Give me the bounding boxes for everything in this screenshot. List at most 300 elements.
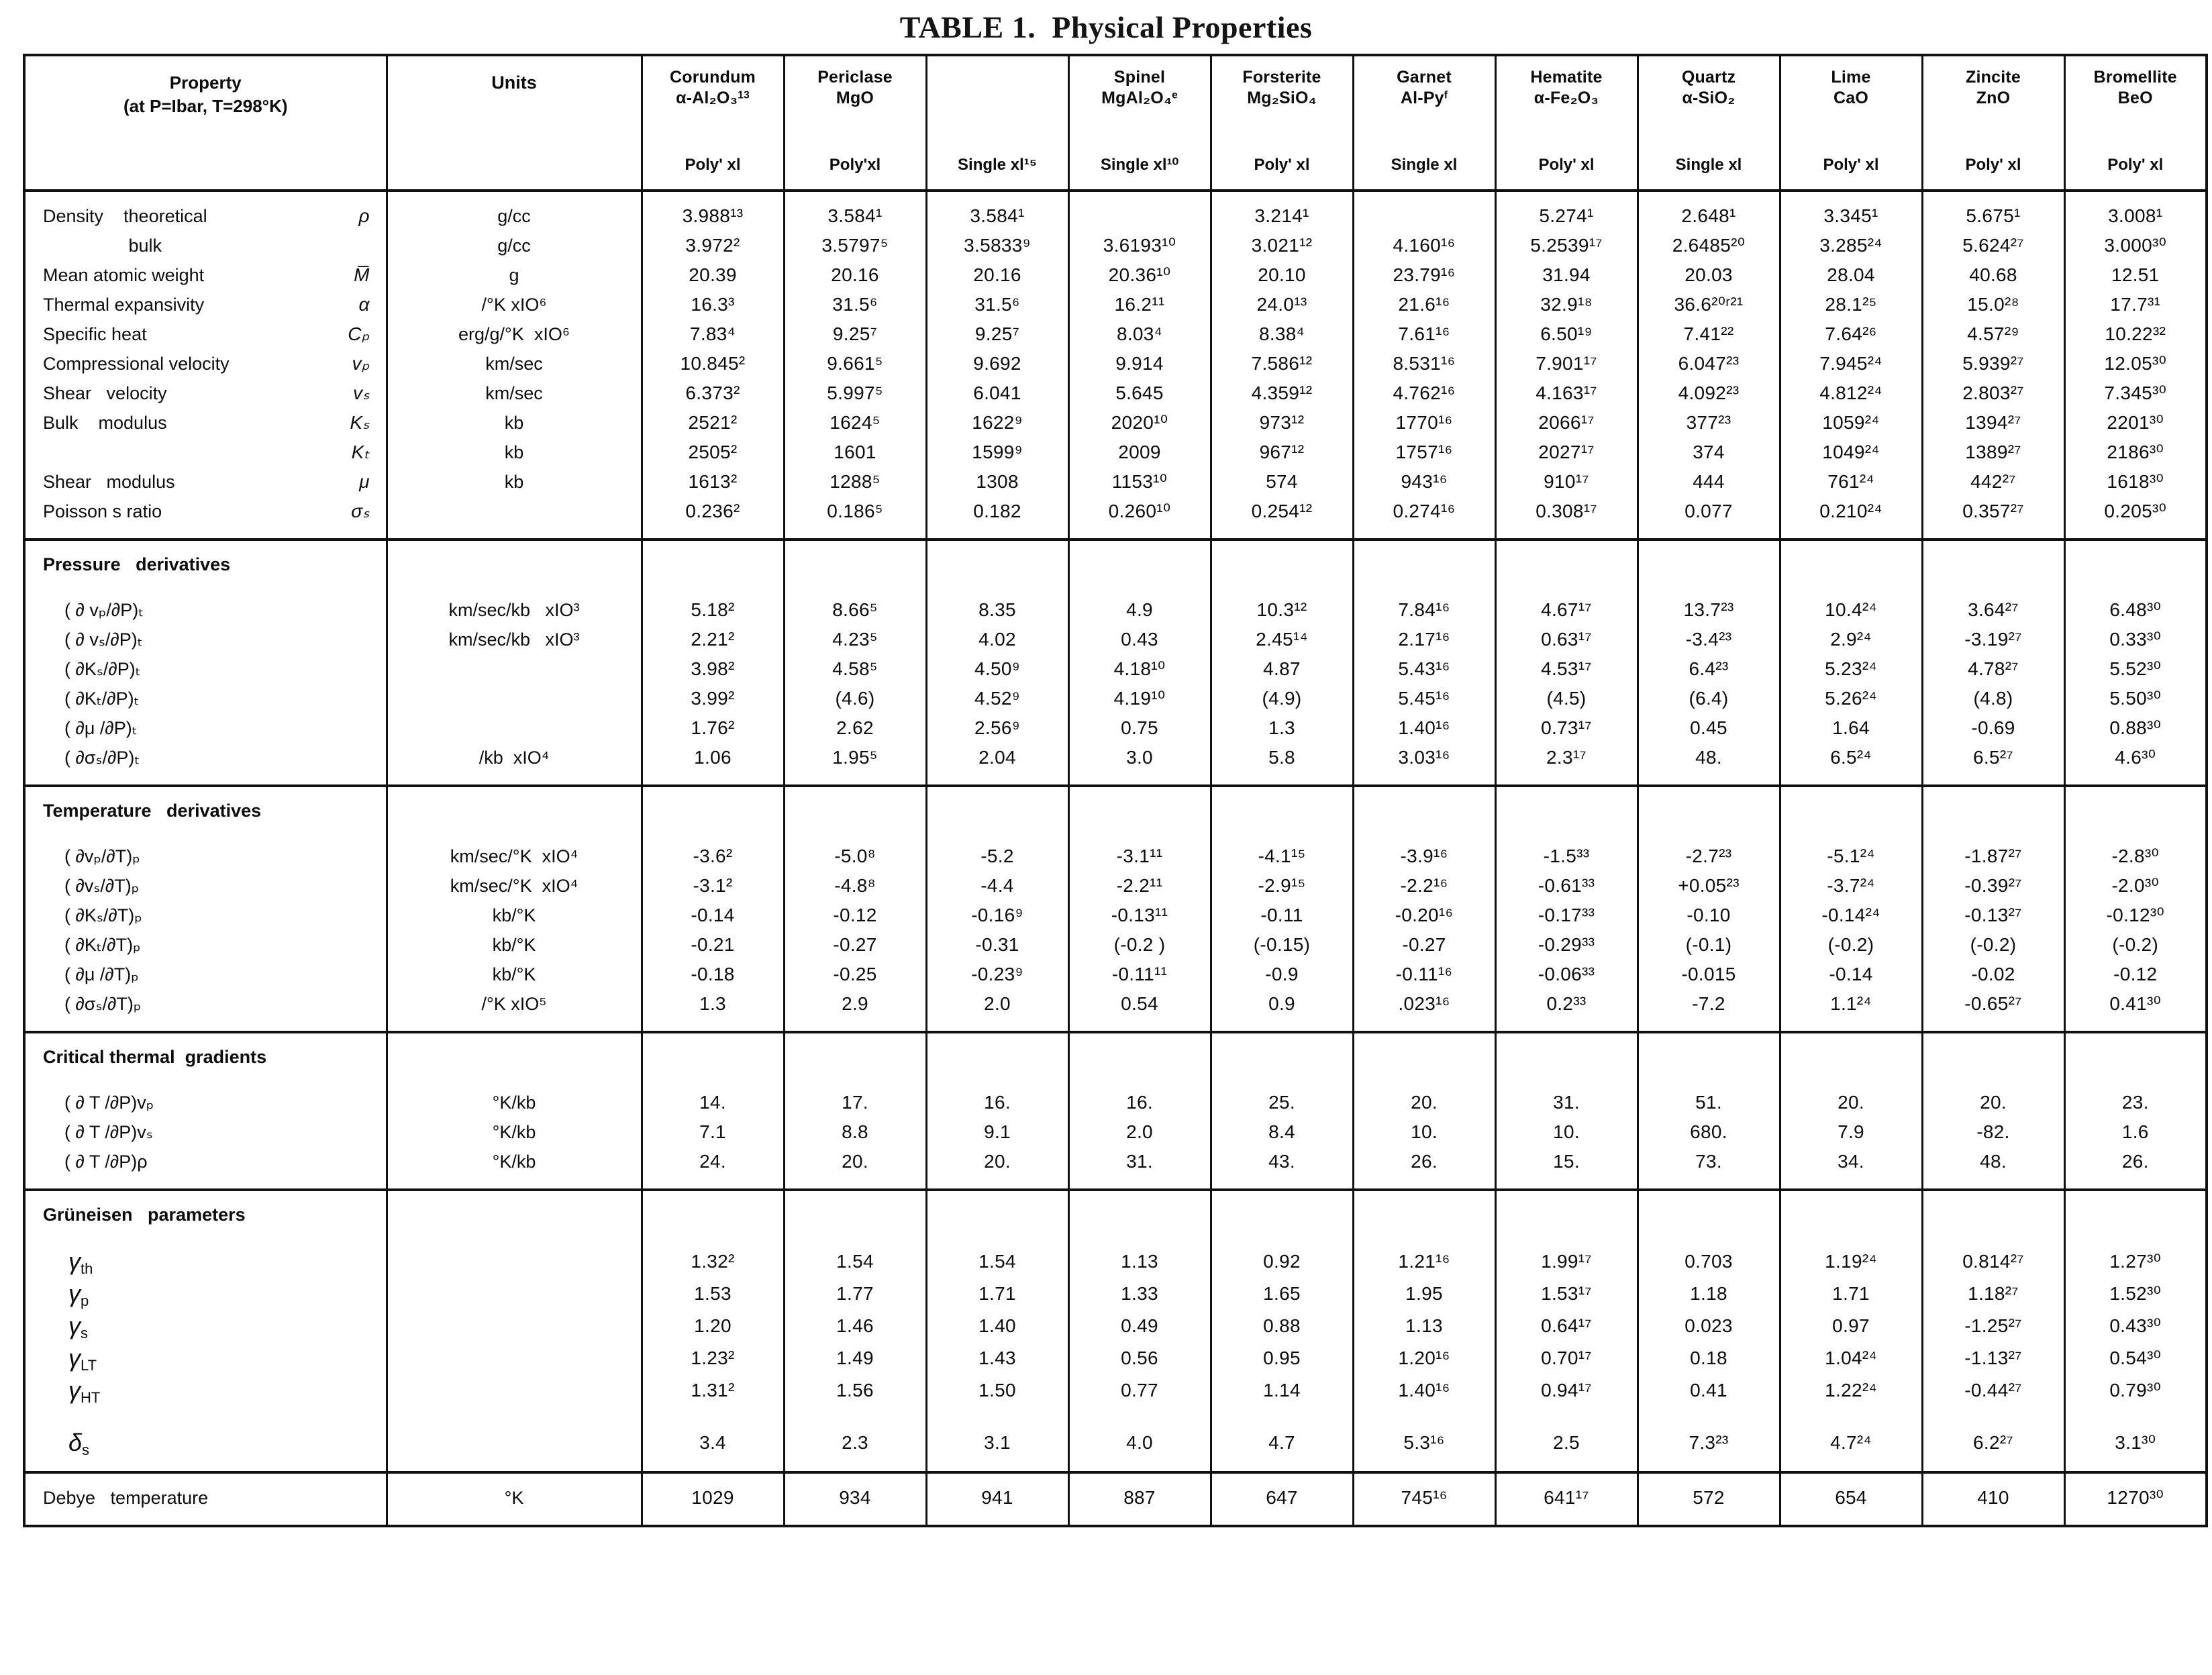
data-value: 26.	[1411, 1151, 1438, 1172]
data-value: 7.586¹²	[1251, 353, 1313, 374]
data-value: 1.54	[836, 1251, 874, 1272]
data-cell-column-1	[642, 1472, 784, 1526]
data-value: 20.16	[973, 264, 1021, 285]
mineral-formula: Mg₂SiO₄	[1247, 88, 1317, 107]
data-value: -0.14	[691, 905, 735, 925]
data-value: 3.1³⁰	[2115, 1432, 2156, 1453]
data-value: 3.1	[984, 1432, 1011, 1453]
data-value: 574	[1266, 471, 1298, 492]
data-value: -3.6²	[693, 846, 733, 866]
data-value: -0.10	[1687, 905, 1731, 925]
data-cell-column-11	[2064, 1190, 2207, 1472]
property-labels-cell	[24, 191, 387, 540]
unit-label: °K/kb	[492, 1093, 536, 1113]
data-value: 36.6²⁰ʳ²¹	[1674, 294, 1744, 315]
data-value: 32.9¹⁸	[1540, 294, 1593, 315]
section-temperature-derivatives	[24, 786, 2207, 1032]
property-label	[26, 438, 386, 467]
data-value: 9.25⁷	[974, 323, 1020, 344]
mineral-formula: α-Al₂O₃$^{13}$	[676, 88, 750, 107]
data-cell-column-6	[1353, 191, 1495, 540]
data-value: 1.46	[836, 1315, 874, 1336]
data-value: 8.531¹⁶	[1393, 353, 1456, 374]
data-value: 31.5⁶	[832, 294, 878, 315]
data-value: 20.10	[1258, 264, 1306, 285]
data-value: -0.11	[1260, 905, 1303, 925]
data-value: 0.56	[1121, 1348, 1158, 1368]
property-symbol: Cₚ	[348, 323, 370, 344]
data-value: -4.4	[981, 875, 1014, 896]
title-bar	[23, 0, 2189, 54]
mineral-sample-type: Poly' xl	[1538, 156, 1595, 174]
unit-label	[388, 654, 641, 684]
data-value: 3.03¹⁶	[1398, 747, 1450, 768]
data-value: 1618³⁰	[2107, 471, 2164, 492]
data-value: 6.5²⁴	[1830, 747, 1872, 768]
data-value: 8.35	[978, 599, 1016, 620]
data-cell-column-7	[1495, 786, 1638, 1032]
property-label: bulk	[43, 236, 162, 256]
data-value: 0.357²⁷	[1962, 501, 2024, 521]
property-label: Compressional velocity vₚ	[26, 349, 386, 378]
data-cell-column-4	[1068, 1472, 1211, 1526]
data-value: (4.6)	[835, 688, 875, 709]
data-value: 4.87	[1263, 658, 1301, 679]
header-mineral-bromellite	[2064, 55, 2207, 191]
data-value: 1.99¹⁷	[1541, 1251, 1592, 1272]
data-value: 0.205³⁰	[2104, 501, 2167, 521]
data-value: 2.9	[842, 993, 868, 1014]
data-value: 0.49	[1121, 1315, 1158, 1336]
data-value: 26.	[2121, 1151, 2149, 1172]
data-cell-column-2	[784, 1190, 926, 1472]
data-value: -5.0⁸	[834, 846, 876, 866]
unit-label	[388, 1342, 641, 1374]
data-value: -0.61³³	[1538, 875, 1595, 896]
physical-properties-table	[23, 54, 2208, 1527]
data-cell-column-8	[1638, 1472, 1780, 1526]
data-value: 377²³	[1686, 412, 1731, 433]
unit-label: km/sec/°K xIO⁴	[450, 846, 579, 866]
data-value: 2027¹⁷	[1538, 442, 1595, 462]
data-cell-column-11	[2064, 1472, 2207, 1526]
data-value: 4.78²⁷	[1968, 658, 2019, 679]
property-label: ( ∂σₛ/∂P)ₜ	[64, 748, 140, 768]
section-title: Critical thermal gradients	[43, 1047, 267, 1067]
data-value: 13.7²³	[1683, 599, 1734, 620]
data-value: 1.23²	[691, 1348, 735, 1368]
data-value: -0.06³³	[1538, 964, 1595, 984]
data-value: 6.047²³	[1678, 353, 1740, 374]
data-cell-column-2	[784, 1032, 926, 1190]
data-cell-column-9	[1780, 540, 1922, 786]
mineral-name: Garnet	[1397, 68, 1452, 87]
page-title: TABLE 1. Physical Properties	[899, 9, 1313, 44]
data-value: 1153¹⁰	[1111, 471, 1168, 492]
data-value: 0.88³⁰	[2109, 717, 2162, 738]
section-title: Pressure derivatives	[43, 554, 231, 574]
data-value: 0.73¹⁷	[1541, 717, 1592, 738]
section-pressure-derivatives	[24, 540, 2207, 786]
unit-label: kb	[504, 413, 524, 433]
header-units-cell	[387, 55, 642, 191]
unit-label: °K	[504, 1488, 524, 1508]
unit-label: °K/kb	[492, 1152, 536, 1172]
data-value: 9.914	[1115, 353, 1164, 374]
unit-label: km/sec/kb xIO³	[448, 600, 580, 620]
data-cell-column-7	[1495, 191, 1638, 540]
data-value: -0.16⁹	[971, 905, 1023, 925]
unit-label: km/sec	[485, 354, 543, 374]
data-value: 410	[1977, 1487, 2009, 1508]
data-value: 3.000³⁰	[2104, 235, 2167, 256]
unit-label: kb/°K	[492, 935, 536, 955]
data-cell-column-4	[1068, 786, 1211, 1032]
data-cell-column-1	[642, 191, 784, 540]
data-value: 0.64¹⁷	[1541, 1315, 1592, 1336]
unit-label: km/sec/°K xIO⁴	[450, 876, 579, 896]
property-label: Debye temperature	[43, 1488, 209, 1508]
data-value: -3.7²⁴	[1827, 875, 1875, 896]
data-value: -3.19²⁷	[1964, 629, 2022, 650]
data-value: 43.	[1268, 1151, 1295, 1172]
data-value: 2.6485²⁰	[1672, 235, 1746, 256]
unit-label: erg/g/°K xIO⁶	[458, 324, 570, 344]
header-property-line2: (at P=Ibar, T=298°K)	[123, 96, 288, 117]
header-property-line1: Property	[169, 72, 242, 93]
data-value: 1.3	[1268, 717, 1295, 738]
data-cell-column-1	[642, 1190, 784, 1472]
data-value: 0.186⁵	[827, 501, 883, 521]
data-value: 5.52³⁰	[2109, 658, 2162, 679]
unit-label: kb	[504, 442, 524, 462]
data-value: 20.03	[1685, 264, 1733, 285]
mineral-sample-type: Poly' xl	[2107, 156, 2164, 174]
data-value: -3.9¹⁶	[1400, 846, 1448, 866]
data-value: 6.50¹⁹	[1540, 323, 1593, 344]
data-value: 0.70¹⁷	[1541, 1348, 1592, 1368]
property-label: Bulk modulus Kₛ	[26, 408, 386, 438]
data-value: -0.21	[691, 934, 735, 955]
property-label: ( ∂vₛ/∂T)ₚ	[64, 876, 140, 896]
mineral-sample-type: Poly' xl	[1254, 156, 1310, 174]
data-value: 7.41²²	[1683, 323, 1734, 344]
data-value: 4.160¹⁶	[1393, 235, 1456, 256]
mineral-name	[927, 67, 1068, 88]
data-value: 0.94¹⁷	[1541, 1380, 1592, 1401]
data-value: 1.54	[978, 1251, 1016, 1272]
data-value: -2.0³⁰	[2111, 875, 2160, 896]
data-value: 1.71	[1832, 1283, 1870, 1304]
data-cell-column-2	[784, 540, 926, 786]
mineral-formula: CaO	[1833, 88, 1868, 107]
data-value: 3.584¹	[970, 205, 1025, 226]
data-value: -0.14²⁴	[1821, 905, 1880, 925]
data-value: 3.972²	[685, 235, 740, 256]
data-cell-column-10	[1922, 191, 2064, 540]
data-value: 12.05³⁰	[2104, 353, 2167, 374]
data-value: 10.	[1553, 1121, 1580, 1142]
data-value: 910¹⁷	[1544, 471, 1589, 492]
data-value: 3.64²⁷	[1968, 599, 2019, 620]
data-value: 3.285²⁴	[1819, 235, 1882, 256]
data-value: 442²⁷	[1970, 471, 2016, 492]
property-label: ( ∂ vₛ/∂P)ₜ	[64, 629, 143, 650]
property-label: $\gamma_p$	[68, 1280, 89, 1310]
data-value: 2186³⁰	[2107, 442, 2164, 462]
unit-label: kb/°K	[492, 905, 536, 925]
data-value: 2.9²⁴	[1830, 629, 1872, 650]
property-label: $\delta_s$	[68, 1429, 90, 1459]
data-value: 2.803²⁷	[1962, 383, 2024, 403]
data-value: 9.661⁵	[827, 353, 883, 374]
data-value: 4.23⁵	[832, 629, 878, 650]
data-value: 1.52³⁰	[2109, 1283, 2162, 1304]
data-value: 23.79¹⁶	[1393, 264, 1456, 285]
property-symbol: M̅	[354, 264, 370, 285]
data-value: 6.373²	[685, 383, 740, 403]
data-cell-column-3	[926, 1190, 1068, 1472]
data-value: 1.20¹⁶	[1398, 1348, 1450, 1368]
data-value: 4.58⁵	[832, 658, 878, 679]
data-cell-column-3	[926, 786, 1068, 1032]
data-value: -0.11¹⁶	[1395, 964, 1453, 984]
data-cell-column-11	[2064, 191, 2207, 540]
data-value: -0.69	[1971, 717, 2015, 738]
data-cell-column-3	[926, 1472, 1068, 1526]
mineral-sample-type: Poly' xl	[1823, 156, 1879, 174]
data-value: 1029	[691, 1487, 734, 1508]
data-cell-column-10	[1922, 1190, 2064, 1472]
data-value: 1.04²⁴	[1825, 1348, 1877, 1368]
mineral-formula: α-Fe₂O₃	[1534, 88, 1599, 107]
mineral-formula: MgAl₂O₄$^e$	[1101, 88, 1178, 107]
data-value: 23.	[2121, 1092, 2149, 1113]
header-units-label: Units	[491, 72, 537, 93]
data-value: -2.7²³	[1685, 846, 1732, 866]
units-cell	[387, 1472, 642, 1526]
data-value: 16.2¹¹	[1114, 294, 1165, 315]
data-value: 2066¹⁷	[1538, 412, 1595, 433]
data-value: 1.13	[1121, 1251, 1158, 1272]
property-labels-cell	[24, 1032, 387, 1190]
data-value: (4.9)	[1262, 688, 1302, 709]
data-value: 5.3¹⁶	[1403, 1432, 1445, 1453]
data-cell-column-5	[1211, 540, 1353, 786]
data-value: -0.39²⁷	[1964, 875, 2022, 896]
table-header-row	[24, 55, 2207, 191]
data-value: 48.	[1980, 1151, 2007, 1172]
section-critical-thermal-gradients	[24, 1032, 2207, 1190]
data-value: 572	[1693, 1487, 1725, 1508]
data-value: 12.51	[2111, 264, 2160, 285]
data-value: -0.20¹⁶	[1395, 905, 1454, 925]
data-value	[1070, 201, 1210, 231]
data-value: (6.4)	[1689, 688, 1729, 709]
property-label: Thermal expansivity α	[26, 290, 386, 319]
data-value: -2.8³⁰	[2111, 846, 2160, 866]
data-cell-column-7	[1495, 540, 1638, 786]
data-value: -1.87²⁷	[1964, 846, 2022, 866]
data-value: 1.1²⁴	[1830, 993, 1872, 1014]
section-basic-properties	[24, 191, 2207, 540]
data-value: 0.97	[1832, 1315, 1870, 1336]
data-value: 0.9	[1268, 993, 1295, 1014]
property-label: Shear velocity vₛ	[26, 378, 386, 408]
data-value: (-0.15)	[1253, 934, 1311, 955]
data-value: (-0.2)	[1827, 934, 1874, 955]
data-value: 0.54	[1121, 993, 1158, 1014]
data-value: 1624⁵	[830, 412, 881, 433]
data-value: 1270³⁰	[2107, 1487, 2164, 1508]
data-value: -3.4²³	[1685, 629, 1732, 650]
mineral-name: Hematite	[1530, 68, 1603, 87]
data-cell-column-6	[1353, 540, 1495, 786]
data-value: 2009	[1118, 442, 1161, 462]
data-value: 647	[1266, 1487, 1298, 1508]
property-label: Shear modulus μ	[26, 467, 386, 497]
property-label: ( ∂vₚ/∂T)ₚ	[64, 846, 140, 866]
mineral-name: Periclase	[817, 68, 893, 87]
data-value: -0.29³³	[1538, 934, 1595, 955]
data-value: 3.98²	[691, 658, 735, 679]
data-value: 8.66⁵	[832, 599, 878, 620]
data-value: 28.04	[1827, 264, 1875, 285]
data-value: 48.	[1695, 747, 1722, 768]
data-value: 3.6193¹⁰	[1103, 235, 1176, 256]
data-value: 10.845²	[680, 353, 746, 374]
data-value: 10.	[1411, 1121, 1438, 1142]
data-value: 9.1	[984, 1121, 1011, 1142]
data-value: -4.1¹⁵	[1258, 846, 1306, 866]
data-value: 5.23²⁴	[1825, 658, 1877, 679]
data-value: (4.5)	[1546, 688, 1587, 709]
data-value: -0.44²⁷	[1964, 1380, 2022, 1401]
data-cell-column-11	[2064, 786, 2207, 1032]
property-symbol: σₛ	[351, 501, 370, 521]
data-value: 5.997⁵	[827, 383, 883, 403]
data-value: 1.76²	[691, 717, 735, 738]
data-value: -5.1²⁴	[1827, 846, 1875, 866]
data-value: 4.762¹⁶	[1393, 383, 1456, 403]
property-label: ( ∂ T /∂P)ρ	[64, 1152, 148, 1172]
data-value: 24.0¹³	[1256, 294, 1307, 315]
data-value: (-0.2)	[2112, 934, 2159, 955]
data-value: 0.023	[1685, 1315, 1733, 1336]
data-value: 0.41	[1690, 1380, 1727, 1401]
data-value: 1.40	[978, 1315, 1016, 1336]
header-mineral-garnet	[1353, 55, 1495, 191]
data-value: 4.53¹⁷	[1541, 658, 1592, 679]
data-value: 0.88	[1263, 1315, 1301, 1336]
data-value: 28.1²⁵	[1825, 294, 1877, 315]
data-value: 934	[839, 1487, 871, 1508]
data-value: -3.1¹¹	[1116, 846, 1163, 866]
data-value: 0.95	[1263, 1348, 1301, 1368]
unit-label	[388, 1278, 641, 1310]
property-label: ( ∂ T /∂P)vₚ	[64, 1093, 154, 1113]
data-value: 1.71	[978, 1283, 1016, 1304]
mineral-sample-type: Single xl	[1391, 156, 1458, 174]
property-symbol: μ	[359, 471, 370, 492]
data-value: (-0.1)	[1685, 934, 1732, 955]
data-cell-column-10	[1922, 1472, 2064, 1526]
data-value: 1.77	[836, 1283, 874, 1304]
header-mineral-lime	[1780, 55, 1922, 191]
data-cell-column-7	[1495, 1472, 1638, 1526]
data-value: 0.274¹⁶	[1393, 501, 1456, 521]
mineral-name: Corundum	[670, 68, 756, 87]
data-value: 3.5797⁵	[821, 235, 889, 256]
data-value: 887	[1123, 1487, 1156, 1508]
data-value: 2.56⁹	[974, 717, 1020, 738]
data-value: 7.61¹⁶	[1398, 323, 1450, 344]
data-value: 31.94	[1542, 264, 1591, 285]
data-value: 1.14	[1263, 1380, 1301, 1401]
unit-label	[388, 497, 641, 526]
section-title: Grüneisen parameters	[43, 1205, 246, 1225]
data-cell-column-2	[784, 1472, 926, 1526]
data-value: 2.5	[1553, 1432, 1580, 1453]
data-value: 1.22²⁴	[1825, 1380, 1877, 1401]
data-value: 3.988¹³	[682, 205, 744, 226]
data-value: 2521²	[688, 412, 738, 433]
property-labels-cell	[24, 540, 387, 786]
data-cell-column-1	[642, 786, 784, 1032]
data-value: 0.077	[1685, 501, 1733, 521]
data-value: 0.43	[1121, 629, 1158, 650]
data-cell-column-6	[1353, 1032, 1495, 1190]
data-value: -3.1²	[693, 875, 733, 896]
data-value: 51.	[1695, 1092, 1722, 1113]
data-value: 25.	[1268, 1092, 1295, 1113]
property-symbol: Kₛ	[350, 412, 370, 433]
data-value: 1.27³⁰	[2109, 1251, 2162, 1272]
data-value: 1613²	[688, 471, 738, 492]
data-value: 1.31²	[691, 1380, 735, 1401]
data-value: 7.3²³	[1689, 1432, 1729, 1453]
data-value: 3.5833⁹	[964, 235, 1031, 256]
data-value: -0.27	[833, 934, 877, 955]
property-label: Density theoretical ρ	[26, 201, 386, 231]
data-cell-column-9	[1780, 191, 1922, 540]
data-value: 2.648¹	[1681, 205, 1736, 226]
data-value: 1.19²⁴	[1825, 1251, 1877, 1272]
data-value: 1.64	[1832, 717, 1870, 738]
data-value: 745¹⁶	[1401, 1487, 1448, 1508]
data-value: 4.02	[978, 629, 1016, 650]
data-value: 1.18	[1690, 1283, 1727, 1304]
data-value: 1389²⁷	[1965, 442, 2021, 462]
unit-label: km/sec	[485, 383, 543, 403]
units-cell	[387, 540, 642, 786]
data-value: 16.	[1126, 1092, 1153, 1113]
mineral-name: Lime	[1831, 68, 1871, 87]
data-value: 1.65	[1263, 1283, 1301, 1304]
data-value: 15.0²⁸	[1967, 294, 2019, 315]
data-value: -0.11¹¹	[1111, 964, 1168, 984]
data-value: 20.	[984, 1151, 1011, 1172]
data-value: 0.254¹²	[1251, 501, 1313, 521]
data-value: 24.	[699, 1151, 726, 1172]
data-value: -0.9	[1265, 964, 1299, 984]
property-symbol: Kₜ	[351, 442, 370, 462]
data-value: 7.9	[1838, 1121, 1864, 1142]
data-value: -0.12	[2113, 964, 2158, 984]
data-value: -0.13¹¹	[1111, 905, 1168, 925]
property-label: ( ∂Kₜ/∂T)ₚ	[64, 935, 141, 955]
data-value: 5.274¹	[1539, 205, 1594, 226]
